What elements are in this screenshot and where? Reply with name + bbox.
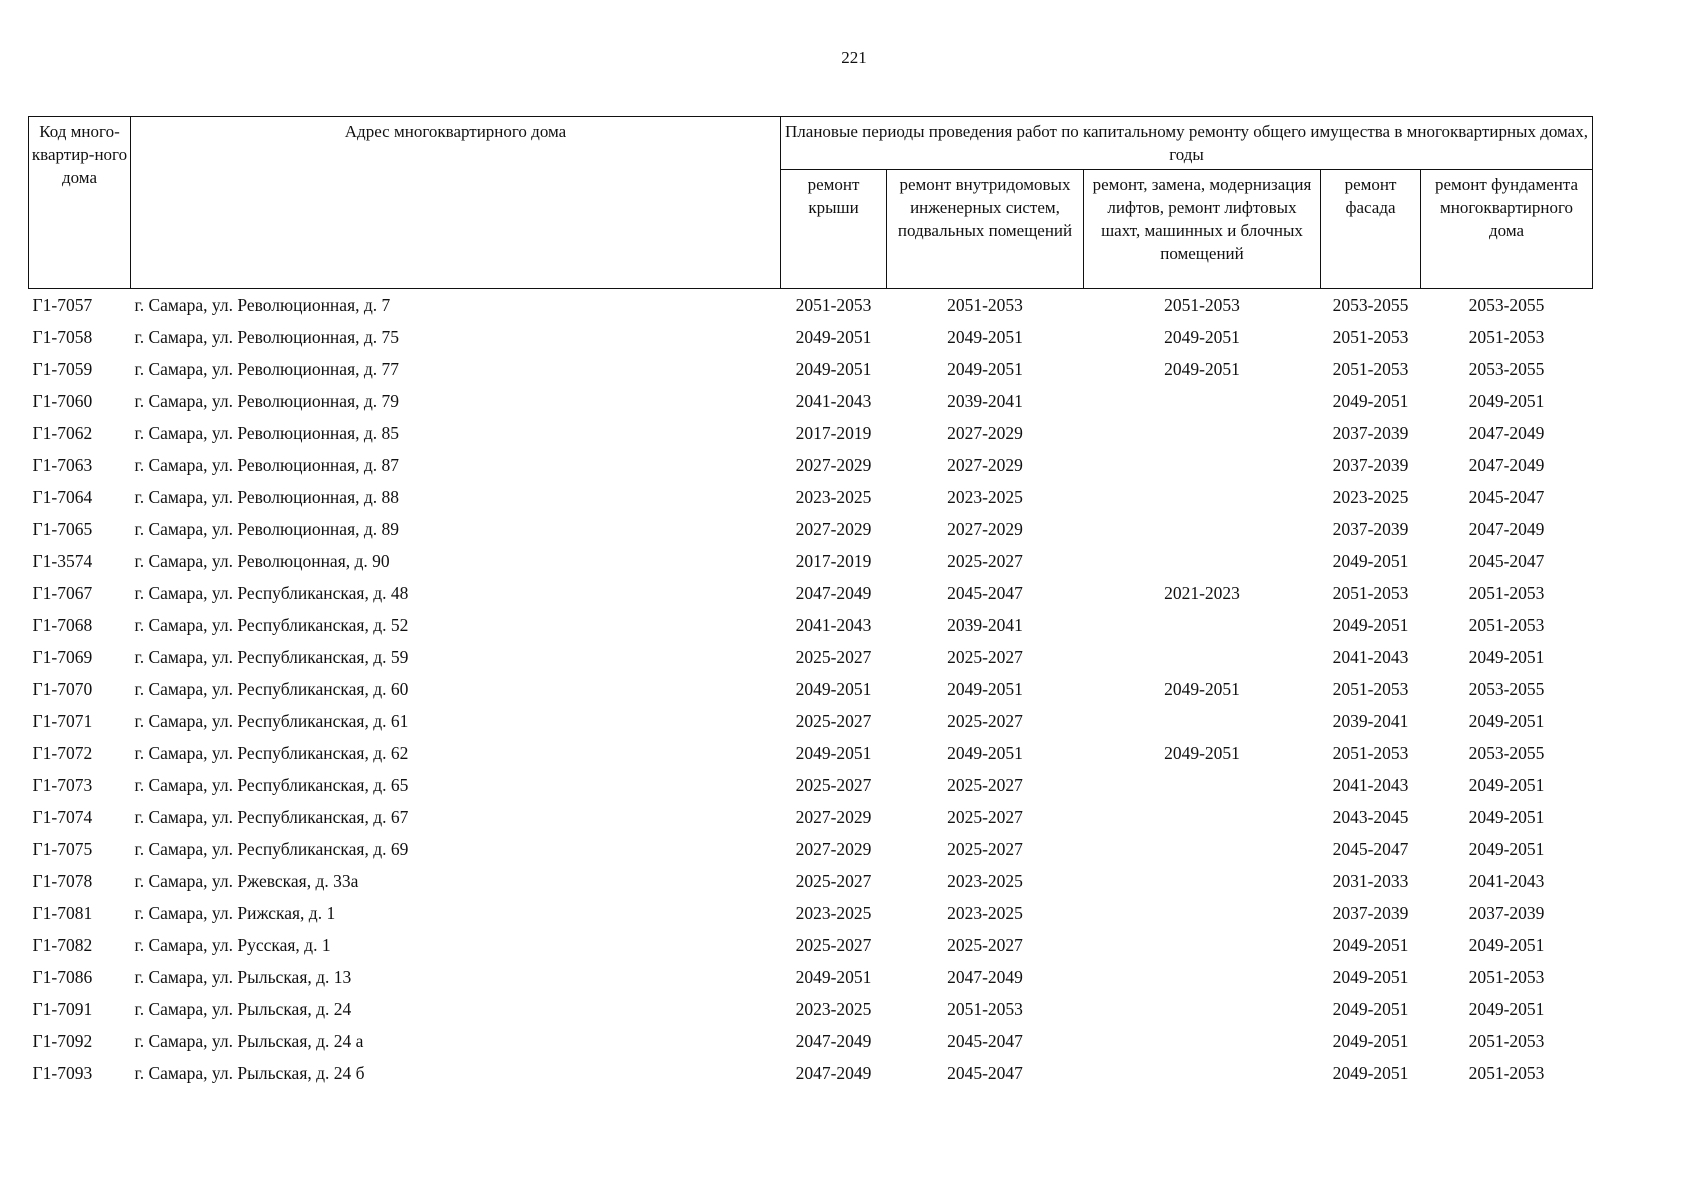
header-foundation: ремонт фундамента многоквартирного дома: [1421, 170, 1593, 289]
foundation-cell: 2053-2055: [1468, 742, 1545, 763]
facade-cell: 2053-2055: [1332, 294, 1409, 315]
roof-cell: 2049-2051: [795, 326, 872, 347]
roof-cell: 2025-2027: [795, 870, 872, 891]
systems-cell: 2025-2027: [947, 710, 1023, 731]
code-cell: Г1-7091: [32, 998, 93, 1019]
facade-cell: 2051-2053: [1332, 742, 1409, 763]
address-cell: г. Самара, ул. Ржевская, д. 33а: [134, 870, 359, 891]
systems-cell: 2039-2041: [947, 614, 1023, 635]
roof-cell: 2047-2049: [795, 1030, 872, 1051]
elevators-cell: [1084, 449, 1321, 481]
systems-cell: 2025-2027: [947, 934, 1023, 955]
roof-cell: 2023-2025: [795, 998, 872, 1019]
roof-cell: 2017-2019: [795, 422, 872, 443]
foundation-cell: 2053-2055: [1468, 294, 1545, 315]
code-cell: Г1-7057: [32, 294, 93, 315]
foundation-cell: 2051-2053: [1468, 1030, 1545, 1051]
code-cell: Г1-7086: [32, 966, 93, 987]
facade-cell: 2049-2051: [1332, 550, 1409, 571]
code-cell: Г1-7060: [32, 390, 93, 411]
table-row: [29, 641, 1593, 673]
table-row: [29, 321, 1593, 353]
facade-cell: 2039-2041: [1332, 710, 1409, 731]
code-cell: Г1-7082: [32, 934, 93, 955]
facade-cell: 2051-2053: [1332, 358, 1409, 379]
elevators-cell: [1084, 481, 1321, 513]
foundation-cell: 2047-2049: [1468, 518, 1545, 539]
foundation-cell: 2051-2053: [1468, 326, 1545, 347]
address-cell: г. Самара, ул. Республиканская, д. 60: [134, 678, 409, 699]
code-cell: Г1-7067: [32, 582, 93, 603]
code-cell: Г1-7070: [32, 678, 93, 699]
code-cell: Г1-7058: [32, 326, 93, 347]
table-row: [29, 801, 1593, 833]
elevators-cell: [1084, 897, 1321, 929]
address-cell: г. Самара, ул. Республиканская, д. 52: [134, 614, 409, 635]
table-row: [29, 769, 1593, 801]
address-cell: г. Самара, ул. Республиканская, д. 61: [134, 710, 409, 731]
code-cell: Г1-7068: [32, 614, 93, 635]
address-cell: г. Самара, ул. Революционная, д. 77: [134, 358, 400, 379]
elevators-cell: [1084, 1025, 1321, 1057]
systems-cell: 2045-2047: [947, 1062, 1023, 1083]
elevators-cell: [1084, 385, 1321, 417]
address-cell: г. Самара, ул. Революционная, д. 75: [134, 326, 400, 347]
table-row: [29, 737, 1593, 769]
roof-cell: 2027-2029: [795, 454, 872, 475]
table-row: [29, 929, 1593, 961]
code-cell: Г1-7072: [32, 742, 93, 763]
address-cell: г. Самара, ул. Революционная, д. 79: [134, 390, 400, 411]
facade-cell: 2049-2051: [1332, 1062, 1409, 1083]
foundation-cell: 2047-2049: [1468, 422, 1545, 443]
header-code: Код много-квартир-ного дома: [29, 117, 131, 289]
header-facade: ремонт фасада: [1321, 170, 1421, 289]
systems-cell: 2045-2047: [947, 582, 1023, 603]
systems-cell: 2025-2027: [947, 806, 1023, 827]
foundation-cell: 2053-2055: [1468, 678, 1545, 699]
elevators-cell: [1084, 961, 1321, 993]
roof-cell: 2023-2025: [795, 486, 872, 507]
foundation-cell: 2049-2051: [1468, 774, 1545, 795]
facade-cell: 2031-2033: [1332, 870, 1409, 891]
foundation-cell: 2041-2043: [1468, 870, 1545, 891]
header-address: Адрес многоквартирного дома: [131, 117, 781, 289]
table-row: [29, 609, 1593, 641]
foundation-cell: 2047-2049: [1468, 454, 1545, 475]
systems-cell: 2039-2041: [947, 390, 1023, 411]
address-cell: г. Самара, ул. Революцонная, д. 90: [134, 550, 390, 571]
foundation-cell: 2053-2055: [1468, 358, 1545, 379]
facade-cell: 2049-2051: [1332, 390, 1409, 411]
address-cell: г. Самара, ул. Русская, д. 1: [134, 934, 331, 955]
systems-cell: 2047-2049: [947, 966, 1023, 987]
header-elevators: ремонт, замена, модернизация лифтов, ремонт лифтовых шахт, машинных и блочных помещений: [1084, 170, 1321, 289]
facade-cell: 2049-2051: [1332, 614, 1409, 635]
address-cell: г. Самара, ул. Рыльская, д. 24 а: [134, 1030, 364, 1051]
elevators-cell: 2049-2051: [1164, 742, 1240, 763]
table-row: [29, 897, 1593, 929]
facade-cell: 2041-2043: [1332, 646, 1409, 667]
roof-cell: 2049-2051: [795, 966, 872, 987]
elevators-cell: [1084, 929, 1321, 961]
roof-cell: 2023-2025: [795, 902, 872, 923]
foundation-cell: 2045-2047: [1468, 550, 1545, 571]
roof-cell: 2049-2051: [795, 742, 872, 763]
foundation-cell: 2049-2051: [1468, 710, 1545, 731]
systems-cell: 2025-2027: [947, 774, 1023, 795]
systems-cell: 2027-2029: [947, 422, 1023, 443]
table-row: [29, 673, 1593, 705]
address-cell: г. Самара, ул. Революционная, д. 85: [134, 422, 400, 443]
elevators-cell: 2049-2051: [1164, 326, 1240, 347]
systems-cell: 2049-2051: [947, 742, 1023, 763]
code-cell: Г1-7073: [32, 774, 93, 795]
facade-cell: 2041-2043: [1332, 774, 1409, 795]
table-row: [29, 865, 1593, 897]
roof-cell: 2049-2051: [795, 678, 872, 699]
systems-cell: 2049-2051: [947, 358, 1023, 379]
facade-cell: 2037-2039: [1332, 902, 1409, 923]
elevators-cell: [1084, 513, 1321, 545]
foundation-cell: 2049-2051: [1468, 390, 1545, 411]
elevators-cell: 2049-2051: [1164, 678, 1240, 699]
code-cell: Г1-7065: [32, 518, 93, 539]
systems-cell: 2025-2027: [947, 550, 1023, 571]
address-cell: г. Самара, ул. Революционная, д. 87: [134, 454, 400, 475]
facade-cell: 2043-2045: [1332, 806, 1409, 827]
roof-cell: 2051-2053: [795, 294, 872, 315]
code-cell: Г1-7059: [32, 358, 93, 379]
address-cell: г. Самара, ул. Рыльская, д. 13: [134, 966, 352, 987]
roof-cell: 2027-2029: [795, 518, 872, 539]
roof-cell: 2041-2043: [795, 614, 872, 635]
table-row: [29, 961, 1593, 993]
roof-cell: 2047-2049: [795, 582, 872, 603]
roof-cell: 2025-2027: [795, 774, 872, 795]
foundation-cell: 2045-2047: [1468, 486, 1545, 507]
systems-cell: 2023-2025: [947, 486, 1023, 507]
code-cell: Г1-7074: [32, 806, 93, 827]
code-cell: Г1-7069: [32, 646, 93, 667]
foundation-cell: 2049-2051: [1468, 838, 1545, 859]
elevators-cell: [1084, 417, 1321, 449]
address-cell: г. Самара, ул. Революционная, д. 7: [134, 294, 391, 315]
table-row: [29, 481, 1593, 513]
elevators-cell: [1084, 641, 1321, 673]
header-group: Плановые периоды проведения работ по капитальному ремонту общего имущества в многоквартирных домах, годы: [781, 117, 1593, 170]
address-cell: г. Самара, ул. Рижская, д. 1: [134, 902, 336, 923]
address-cell: г. Самара, ул. Республиканская, д. 67: [134, 806, 409, 827]
code-cell: Г1-7075: [32, 838, 93, 859]
address-cell: г. Самара, ул. Республиканская, д. 59: [134, 646, 409, 667]
table-row: [29, 417, 1593, 449]
foundation-cell: 2049-2051: [1468, 806, 1545, 827]
systems-cell: 2025-2027: [947, 646, 1023, 667]
code-cell: Г1-7078: [32, 870, 93, 891]
systems-cell: 2051-2053: [947, 294, 1023, 315]
elevators-cell: [1084, 705, 1321, 737]
elevators-cell: [1084, 833, 1321, 865]
table-row: [29, 577, 1593, 609]
address-cell: г. Самара, ул. Рыльская, д. 24: [134, 998, 352, 1019]
foundation-cell: 2049-2051: [1468, 934, 1545, 955]
facade-cell: 2051-2053: [1332, 678, 1409, 699]
facade-cell: 2049-2051: [1332, 998, 1409, 1019]
facade-cell: 2037-2039: [1332, 518, 1409, 539]
elevators-cell: [1084, 865, 1321, 897]
foundation-cell: 2049-2051: [1468, 998, 1545, 1019]
facade-cell: 2049-2051: [1332, 1030, 1409, 1051]
roof-cell: 2049-2051: [795, 358, 872, 379]
facade-cell: 2037-2039: [1332, 454, 1409, 475]
roof-cell: 2047-2049: [795, 1062, 872, 1083]
foundation-cell: 2049-2051: [1468, 646, 1545, 667]
systems-cell: 2051-2053: [947, 998, 1023, 1019]
facade-cell: 2051-2053: [1332, 326, 1409, 347]
elevators-cell: [1084, 609, 1321, 641]
elevators-cell: [1084, 993, 1321, 1025]
table-body: [29, 289, 1593, 1090]
systems-cell: 2027-2029: [947, 518, 1023, 539]
elevators-cell: [1084, 801, 1321, 833]
repair-schedule-table: [28, 116, 1593, 1089]
facade-cell: 2049-2051: [1332, 966, 1409, 987]
foundation-cell: 2051-2053: [1468, 966, 1545, 987]
code-cell: Г1-7062: [32, 422, 93, 443]
code-cell: Г1-3574: [32, 550, 93, 571]
address-cell: г. Самара, ул. Республиканская, д. 69: [134, 838, 409, 859]
table-row: [29, 1025, 1593, 1057]
elevators-cell: [1084, 545, 1321, 577]
table-row: [29, 1057, 1593, 1089]
address-cell: г. Самара, ул. Республиканская, д. 65: [134, 774, 409, 795]
address-cell: г. Самара, ул. Республиканская, д. 62: [134, 742, 409, 763]
code-cell: Г1-7063: [32, 454, 93, 475]
systems-cell: 2045-2047: [947, 1030, 1023, 1051]
address-cell: г. Самара, ул. Республиканская, д. 48: [134, 582, 409, 603]
code-cell: Г1-7064: [32, 486, 93, 507]
foundation-cell: 2051-2053: [1468, 582, 1545, 603]
table-row: [29, 705, 1593, 737]
code-cell: Г1-7093: [32, 1062, 93, 1083]
systems-cell: 2027-2029: [947, 454, 1023, 475]
table-row: [29, 449, 1593, 481]
table-row: [29, 833, 1593, 865]
code-cell: Г1-7071: [32, 710, 93, 731]
systems-cell: 2025-2027: [947, 838, 1023, 859]
elevators-cell: 2049-2051: [1164, 358, 1240, 379]
roof-cell: 2027-2029: [795, 806, 872, 827]
code-cell: Г1-7092: [32, 1030, 93, 1051]
facade-cell: 2045-2047: [1332, 838, 1409, 859]
roof-cell: 2041-2043: [795, 390, 872, 411]
address-cell: г. Самара, ул. Революционная, д. 88: [134, 486, 400, 507]
facade-cell: 2049-2051: [1332, 934, 1409, 955]
roof-cell: 2025-2027: [795, 646, 872, 667]
table-row: [29, 513, 1593, 545]
systems-cell: 2049-2051: [947, 678, 1023, 699]
table-row: [29, 385, 1593, 417]
facade-cell: 2037-2039: [1332, 422, 1409, 443]
header-roof: ремонт крыши: [781, 170, 887, 289]
foundation-cell: 2051-2053: [1468, 614, 1545, 635]
systems-cell: 2049-2051: [947, 326, 1023, 347]
address-cell: г. Самара, ул. Рыльская, д. 24 б: [134, 1062, 365, 1083]
header-systems: ремонт внутридомовых инженерных систем, подвальных помещений: [887, 170, 1084, 289]
roof-cell: 2027-2029: [795, 838, 872, 859]
facade-cell: 2051-2053: [1332, 582, 1409, 603]
foundation-cell: 2037-2039: [1468, 902, 1545, 923]
systems-cell: 2023-2025: [947, 902, 1023, 923]
table-row: [29, 289, 1593, 322]
elevators-cell: 2021-2023: [1164, 582, 1240, 603]
page-number: 221: [841, 48, 867, 67]
foundation-cell: 2051-2053: [1468, 1062, 1545, 1083]
code-cell: Г1-7081: [32, 902, 93, 923]
table-row: [29, 353, 1593, 385]
roof-cell: 2017-2019: [795, 550, 872, 571]
roof-cell: 2025-2027: [795, 710, 872, 731]
table-row: [29, 545, 1593, 577]
roof-cell: 2025-2027: [795, 934, 872, 955]
elevators-cell: [1084, 1057, 1321, 1089]
elevators-cell: [1084, 769, 1321, 801]
systems-cell: 2023-2025: [947, 870, 1023, 891]
table-row: [29, 993, 1593, 1025]
elevators-cell: 2051-2053: [1164, 294, 1240, 315]
address-cell: г. Самара, ул. Революционная, д. 89: [134, 518, 400, 539]
facade-cell: 2023-2025: [1332, 486, 1409, 507]
